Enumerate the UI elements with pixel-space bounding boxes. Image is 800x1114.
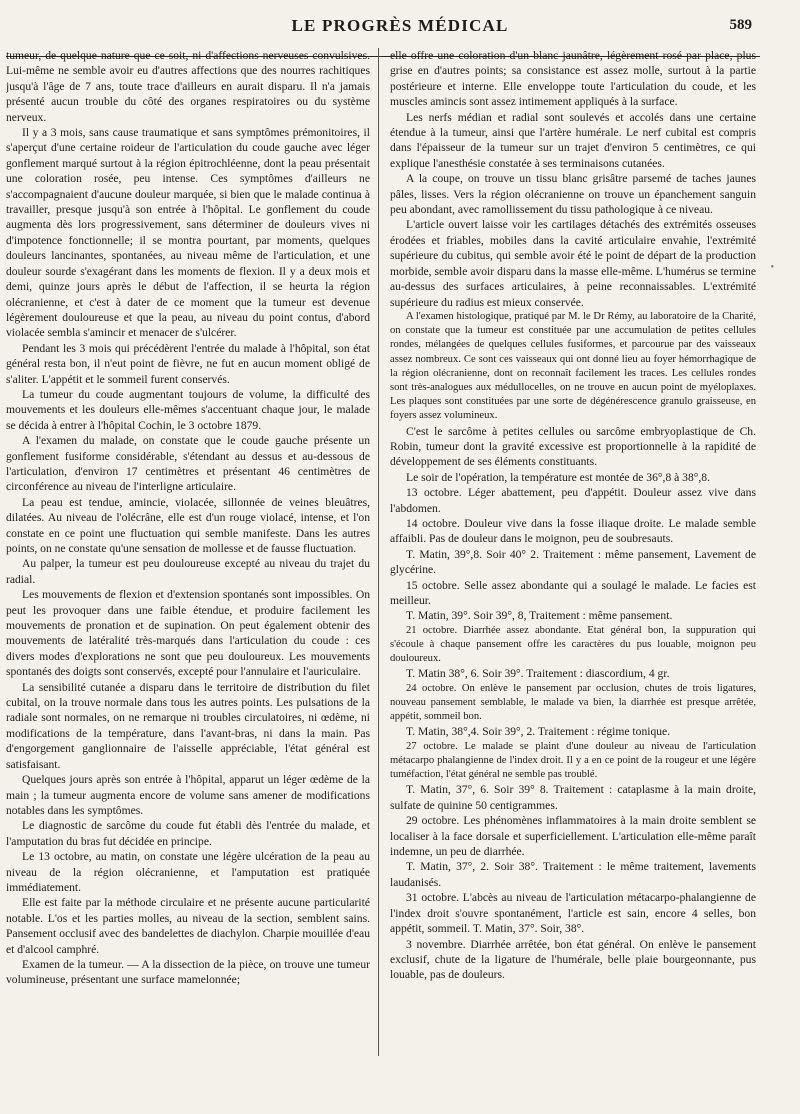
paragraph: Au palper, la tumeur est peu douloureuse excepté au niveau du trajet du radial. xyxy=(6,557,370,586)
paragraph: Le diagnostic de sarcôme du coude fut établi dès l'entrée du malade, et l'amputation du bras fut décidée en principe. xyxy=(6,819,370,848)
paragraph: Quelques jours après son entrée à l'hôpital, apparut un léger œdème de la main ; la tumeur augmenta encore de volume sans amener de modifications notables dans les symptômes. xyxy=(6,773,370,817)
margin-dot: • xyxy=(770,262,774,273)
paragraph: La tumeur du coude augmentant toujours de volume, la difficulté des mouvements et les douleurs elle-mêmes s'accentuant chaque jour, le malade se décida à entrer à l'hôpital Cochin, le 3 octobre 1879. xyxy=(6,387,370,432)
paragraph: 24 octobre. On enlève le pansement par occlusion, chutes de trois ligatures, nouveau pansement semblable, le malade va bien, la diarrhée est presque arrêtée, appétit, sommeil bon. xyxy=(390,682,756,723)
paragraph: 14 octobre. Douleur vive dans la fosse iliaque droite. Le malade semble affaibli. Pas de douleur dans le moignon, peu de soubresauts. xyxy=(390,516,756,546)
paragraph: Les mouvements de flexion et d'extension spontanés sont impossibles. On peut les provoquer dans une faible étendue, et produire facilement les mouvements de pronation et de supination. On peut également obtenir des mouvements de latéralité très-marqués dans l'articulation du coude : ces divers modes d'explorations ne sont que peu douloureux. Les mouvements spontanés des doigts sont conservés, excepté pour l'annulaire et l'auriculaire. xyxy=(6,588,370,679)
paragraph: 27 octobre. Le malade se plaint d'une douleur au niveau de l'articulation métacarpo phalangienne de l'index droit. Il y a en ce point de la rougeur et une légère tuméfaction, l'état général ne semble pas troublé. xyxy=(390,740,756,781)
paragraph: C'est le sarcôme à petites cellules ou sarcôme embryoplastique de Ch. Robin, tumeur dont la gravité excessive est proportionnelle à la rapidité de développement de ses éléments constituants. xyxy=(390,424,756,469)
column-divider xyxy=(378,48,379,1056)
left-column xyxy=(6,48,370,1104)
running-title: LE PROGRÈS MÉDICAL xyxy=(291,16,509,35)
paragraph: La sensibilité cutanée a disparu dans le territoire de distribution du filet cubital, on la trouve normale dans tous les autres points. Les pulsations de la radiale sont normales, on ne remarque ni troubles circulatoires, ni œdème, ni modifications de la température, dans l'avant-bras, ni dans la main. Pas d'engorgement ganglionnaire de l'aisselle appréciable, l'état général est satisfaisant. xyxy=(6,680,370,771)
paragraph: A l'examen du malade, on constate que le coude gauche présente un gonflement fusiforme considérable, s'étendant au dessus et au-dessous de l'articulation, d'environ 17 centimètres et présentant 46 centimètres de circonférence au niveau de l'interligne articulaire. xyxy=(6,434,370,494)
paragraph: La peau est tendue, amincie, violacée, sillonnée de veines bleuâtres, dilatées. Au niveau de l'olécrâne, elle est d'un rouge violacé, intense, et l'on constate en ce point une fluctuation qui semble manifeste. Dans les autres points, on ne constate qu'une sensation de mollesse et de fausse fluctuation. xyxy=(6,495,370,555)
paragraph: T. Matin, 37°, 6. Soir 39° 8. Traitement : cataplasme à la main droite, sulfate de quinine 50 centigrammes. xyxy=(390,783,756,812)
paragraph: Les nerfs médian et radial sont soulevés et accolés dans une certaine étendue à la tumeur, ainsi que l'artère humérale. Le nerf cubital est compris dans l'épaisseur de la tumeur sur un trajet d'environ 5 centimètres, ce qui explique l'anesthésie constatée à ses terminaisons cutanées. xyxy=(390,110,756,170)
paragraph: Elle est faite par la méthode circulaire et ne présente aucune particularité notable. L'os et les parties molles, au niveau de la section, semblent sains. Pansement occlusif avec des bandelettes de diachylon. Charpie mouillée d'eau et d'alcool camphré. xyxy=(6,896,370,956)
paragraph: Le 13 octobre, au matin, on constate une légère ulcération de la peau au niveau de la région olécranienne, et l'amputation est pratiquée immédiatement. xyxy=(6,850,370,894)
paragraph: 3 novembre. Diarrhée arrêtée, bon état général. On enlève le pansement exclusif, chute de la ligature de l'humérale, belle plaie bourgeonnante, pus louable, pas de douleurs. xyxy=(390,937,756,982)
right-column xyxy=(390,48,756,1104)
paragraph: Le soir de l'opération, la température est montée de 36°,8 à 38°,8. xyxy=(406,470,711,484)
paragraph: Il y a 3 mois, sans cause traumatique et sans symptômes prémonitoires, il s'aperçut d'une certaine roideur de l'articulation du coude gauche avec léger gonflement marqué surtout à la région épitrochléenne, dont la peau présentait une coloration rosée, peu intense. Ces symptômes d'ailleurs ne s'accompagnaient d'aucune douleur marquée, si bien que le malade continua à travailler, presque jusqu'à son entrée à l'hôpital. Le gonflement du coude augmenta dès lors progressivement, sans déterminer de douleurs vives ni d'impotence fonctionnelle; il se montra pourtant, par moments, quelques douleurs lancinantes, spontanées, au niveau même de l'articulation, et une douleur sourde s'exagérant dans les moments de flexion. Il y a deux mois et demi, quinze jours après le début de l'affection, il se heurta la région olécranienne, et c'est à dater de ce moment que la tumeur est devenue légèrement douloureuse et que la peau, au niveau du point contus, d'abord violacée sembla s'amincir et menacer de s'ulcérer. xyxy=(6,126,370,340)
paragraph: 21 octobre. Diarrhée assez abondante. Etat général bon, la suppuration qui s'écoule à chaque pansement offre les caractères du pus louable, moignon peu douloureux. xyxy=(390,624,756,665)
paragraph: 13 octobre. Léger abattement, peu d'appétit. Douleur assez vive dans l'abdomen. xyxy=(390,486,756,515)
paragraph: Pendant les 3 mois qui précédèrent l'entrée du malade à l'hôpital, son état général resta bon, il n'eut point de fièvre, ne fut en aucun moment obligé de s'aliter. L'appétit et le sommeil furent conservés. xyxy=(6,341,370,386)
paragraph: 15 octobre. Selle assez abondante qui a soulagé le malade. Le facies est meilleur. xyxy=(390,578,756,607)
paragraph: L'article ouvert laisse voir les cartilages détachés des extrémités osseuses érodées et friables, mobiles dans la cavité articulaire envahie, l'extrémité supérieure du cubitus, qui semble avoir été le point de départ de la production morbide, semble avoir disparu dans la masse elle-même. L'humérus se termine au-dessus des surfaces articulaires, à peine reconnaissables. L'extrémité supérieure du radius est mieux conservée. xyxy=(390,218,756,309)
paragraph: T. Matin, 38°,4. Soir 39°, 2. Traitement : régime tonique. xyxy=(406,725,671,739)
paragraph: T. Matin, 39°,8. Soir 40° 2. Traitement : même pansement, Lavement de glycérine. xyxy=(390,547,756,577)
paragraph: elle offre une coloration d'un blanc jaunâtre, légèrement rosé par place, plus grise en d'autres points; sa consistance est assez molle, surtout à la partie postérieure et interne. Elle enveloppe toute l'articulation du coude, et les muscles amincis sont assez intimement appliqués à la surface. xyxy=(390,49,756,109)
paragraph: tumeur, de quelque nature que ce soit, ni d'affections nerveuses convulsives. Lui-même ne semble avoir eu d'autres affections que des nourres rachitiques jusqu'à l'âge de 7 ans, toute trace d'ailleurs en aurait disparu. Il n'a jamais présenté aucun trouble du côté des organes respiratoires ou du système nerveux. xyxy=(6,49,370,124)
paragraph: A la coupe, on trouve un tissu blanc grisâtre parsemé de taches jaunes pâles, lisses. Vers la région olécranienne on trouve un épanchement sanguin peu abondant, avec ramollissement du tissu pathologique à ce niveau. xyxy=(390,172,756,217)
paragraph: 29 octobre. Les phénomènes inflammatoires à la main droite semblent se localiser à la face dorsale et superficiellement. L'articulation elle-même paraît indemne, un peu de diarrhée. xyxy=(390,814,756,859)
paragraph: T. Matin 38°, 6. Soir 39°. Traitement : diascordium, 4 gr. xyxy=(406,667,670,681)
page-header xyxy=(0,16,800,44)
paragraph: 31 octobre. L'abcès au niveau de l'articulation métacarpo-phalangienne de l'index droit s'ouvre spontanément, l'article est sain, encore 4 selles, bon appétit, sommeil. T. Matin, 37°. Soir, 38°. xyxy=(390,891,756,936)
page-number: 589 xyxy=(729,17,752,33)
paragraph: A l'examen histologique, pratiqué par M. le Dr Rémy, au laboratoire de la Charité, on constate que la tumeur est constituée par une accumulation de petites cellules rondes, mélangées de quelques cellules fusiformes, et parcourue par des vaisseaux assez nombreux. Ce sont ces vaisseaux qui ont donné lieu au foyer hémorrhagique de la région olécranienne, dont on reconnaît facilement les traces. Les cellules rondes sont très-analogues aux médullocelles, on ne trouve en aucun point de myéloplaxes. Les plaques sont constituées par une sorte de dégénérescence granulo graisseuse, en foyers assez volumineux. xyxy=(390,310,756,422)
paragraph: Examen de la tumeur. — A la dissection de la pièce, on trouve une tumeur volumineuse, présentant une surface mamelonnée; xyxy=(6,957,370,987)
paragraph: T. Matin, 39°. Soir 39°, 8, Traitement : même pansement. xyxy=(406,609,673,623)
paragraph: T. Matin, 37°, 2. Soir 38°. Traitement : le même traitement, lavements laudanisés. xyxy=(390,860,756,889)
